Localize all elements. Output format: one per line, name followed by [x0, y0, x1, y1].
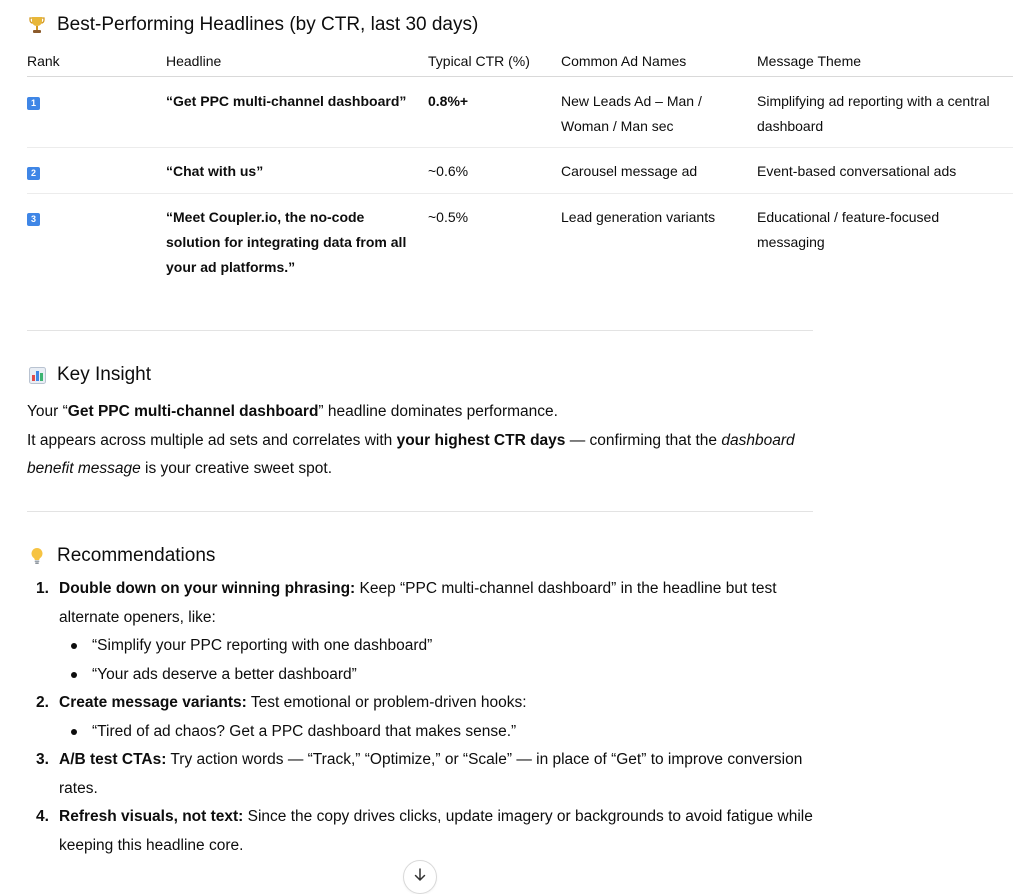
divider — [27, 511, 813, 512]
column-header-theme: Message Theme — [757, 46, 1013, 77]
section-title-text: Best-Performing Headlines (by CTR, last 30 days) — [57, 14, 479, 35]
text-run: — confirming that the — [565, 431, 722, 449]
table-header-row — [27, 46, 1013, 77]
column-header-ctr: Typical CTR (%) — [428, 46, 561, 77]
section-title-recommendations — [27, 543, 215, 569]
ctr-cell: ~0.5% — [428, 209, 469, 225]
column-header-ad-names: Common Ad Names — [561, 46, 757, 77]
text-run: It appears across multiple ad sets and correlates with — [27, 431, 397, 449]
trophy-icon — [27, 15, 47, 35]
theme-cell: Simplifying ad reporting with a central dashboard — [757, 77, 1013, 148]
item-lead: Double down on your winning phrasing: — [59, 580, 356, 597]
column-header-headline: Headline — [166, 46, 428, 77]
section-title-headlines — [27, 12, 478, 38]
sub-list-item: “Simplify your PPC reporting with one dashboard” — [59, 632, 817, 661]
list-number: 4. — [36, 808, 49, 825]
column-header-rank: Rank — [27, 46, 166, 77]
list-number: 1. — [36, 580, 49, 597]
text-run: ” headline dominates performance. — [318, 403, 558, 420]
list-item — [27, 746, 817, 803]
theme-cell: Educational / feature-focused messaging — [757, 209, 940, 250]
table-row — [27, 148, 1013, 194]
divider — [27, 330, 813, 331]
ad-names-cell: Lead generation variants — [561, 209, 716, 225]
theme-cell: Event-based conversational ads — [757, 148, 1013, 194]
item-lead: Create message variants: — [59, 694, 247, 711]
item-lead: Refresh visuals, not text: — [59, 808, 244, 825]
headline-cell: “Meet Coupler.io, the no-code solution for integrating data from all your ad platforms.” — [166, 209, 407, 275]
text-run-bold: your highest CTR days — [396, 431, 566, 449]
lightbulb-icon — [27, 546, 47, 566]
table-row — [27, 77, 1013, 148]
ad-names-cell: New Leads Ad – Man / Woman / Man sec — [561, 77, 757, 148]
list-item — [27, 803, 817, 860]
section-title-text: Key Insight — [57, 364, 151, 385]
list-number: 3. — [36, 751, 49, 768]
rank-badge: 3 — [27, 213, 40, 226]
table-row — [27, 194, 1013, 291]
insight-paragraph-2 — [27, 427, 817, 484]
list-item — [27, 575, 817, 689]
ctr-cell: 0.8%+ — [428, 77, 561, 148]
text-run-italic: dashboard benefit message — [27, 431, 795, 477]
text-run-bold: Get PPC multi-channel dashboard — [67, 403, 319, 420]
text-run: is your creative sweet spot. — [140, 460, 332, 477]
section-title-key-insight — [27, 362, 151, 388]
text-run: Your “ — [27, 403, 68, 420]
arrow-down-icon — [413, 868, 427, 882]
headlines-table — [27, 46, 1013, 290]
sub-list-item: “Your ads deserve a better dashboard” — [59, 661, 817, 690]
headline-cell: “Chat with us” — [166, 148, 428, 194]
item-lead: A/B test CTAs: — [59, 751, 167, 768]
item-text: Keep “PPC multi-channel dashboard” in the headline but test alternate openers, like: — [59, 580, 777, 626]
bar-chart-icon — [27, 365, 47, 385]
sub-list-item: “Tired of ad chaos? Get a PPC dashboard that makes sense.” — [59, 718, 817, 747]
insight-paragraph-1 — [27, 398, 817, 427]
item-text: Since the copy drives clicks, update imagery or backgrounds to avoid fatigue while keeping this headline core. — [59, 808, 813, 854]
rank-badge: 2 — [27, 167, 40, 180]
list-item — [27, 689, 817, 746]
recommendations-list — [27, 575, 817, 860]
item-text: Test emotional or problem-driven hooks: — [246, 694, 527, 711]
key-insight-text — [27, 398, 817, 484]
scroll-to-bottom-button[interactable] — [403, 860, 437, 894]
headline-cell: “Get PPC multi-channel dashboard” — [166, 77, 428, 148]
sub-list — [59, 632, 817, 689]
section-title-text: Recommendations — [57, 545, 216, 566]
ctr-cell: ~0.6% — [428, 148, 561, 194]
sub-list — [59, 718, 817, 747]
rank-badge: 1 — [27, 97, 40, 110]
ad-names-cell: Carousel message ad — [561, 148, 757, 194]
list-number: 2. — [36, 694, 49, 711]
item-text: Try action words — “Track,” “Optimize,” or “Scale” — in place of “Get” to improve conversion rates. — [59, 751, 803, 797]
